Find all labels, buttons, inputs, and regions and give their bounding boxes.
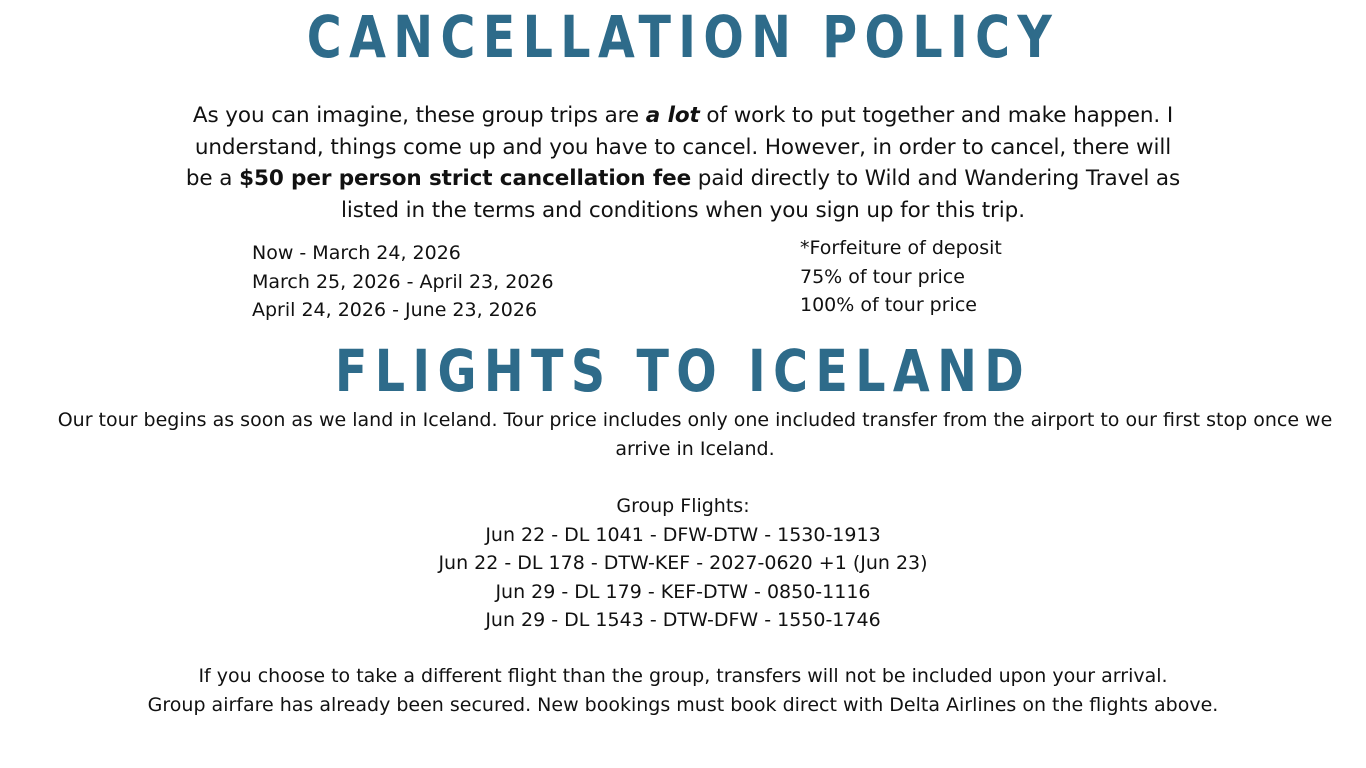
flight-item: Jun 29 - DL 1543 - DTW-DFW - 1550-1746 bbox=[485, 609, 881, 631]
transfer-note: If you choose to take a different flight than the group, transfers will not be included upon your arrival. bbox=[198, 665, 1168, 687]
cancellation-fee-text: $50 per person strict cancellation fee bbox=[239, 166, 692, 192]
flights-intro-text: Our tour begins as soon as we land in Iceland. Tour price includes only one included transfer from the airport to our first stop once we arrive in Iceland. bbox=[57, 409, 1333, 460]
penalty-item: 100% of tour price bbox=[800, 294, 977, 316]
cancellation-periods bbox=[252, 239, 554, 325]
cancellation-intro-paragraph bbox=[183, 100, 1183, 227]
flights-intro-paragraph bbox=[40, 406, 1350, 463]
period-item: Now - March 24, 2026 bbox=[252, 242, 461, 264]
flight-item: Jun 22 - DL 178 - DTW-KEF - 2027-0620 +1 (Jun 23) bbox=[438, 552, 928, 574]
period-item: March 25, 2026 - April 23, 2026 bbox=[252, 270, 554, 293]
penalty-item: *Forfeiture of deposit bbox=[800, 237, 1002, 259]
group-flights-label: Group Flights: bbox=[616, 495, 750, 517]
period-item: April 24, 2026 - June 23, 2026 bbox=[252, 299, 538, 321]
intro-emphasis: a lot bbox=[645, 103, 700, 128]
penalty-item: 75% of tour price bbox=[800, 265, 965, 288]
flight-item: Jun 22 - DL 1041 - DFW-DTW - 1530-1913 bbox=[485, 523, 881, 546]
airfare-note: Group airfare has already been secured. New bookings must book direct with Delta Airlines on the flights above. bbox=[147, 693, 1219, 716]
intro-text-3: paid directly to Wild and Wandering Travel as listed in the terms and conditions when you sign up for this trip. bbox=[341, 166, 1181, 224]
group-flights-list bbox=[0, 492, 1366, 635]
flight-notes bbox=[0, 662, 1366, 719]
intro-text-1: As you can imagine, these group trips are bbox=[192, 103, 646, 128]
flights-heading: FLIGHTS TO ICELAND bbox=[334, 337, 1032, 405]
flight-item: Jun 29 - DL 179 - KEF-DTW - 0850-1116 bbox=[495, 580, 871, 603]
cancellation-policy-heading: CANCELLATION POLICY bbox=[306, 3, 1060, 71]
intro-text-2: of work to put together and make happen. I understand, things come up and you have to cancel. However, in order to cancel, there will be a bbox=[185, 103, 1174, 192]
cancellation-penalties bbox=[800, 234, 1002, 320]
